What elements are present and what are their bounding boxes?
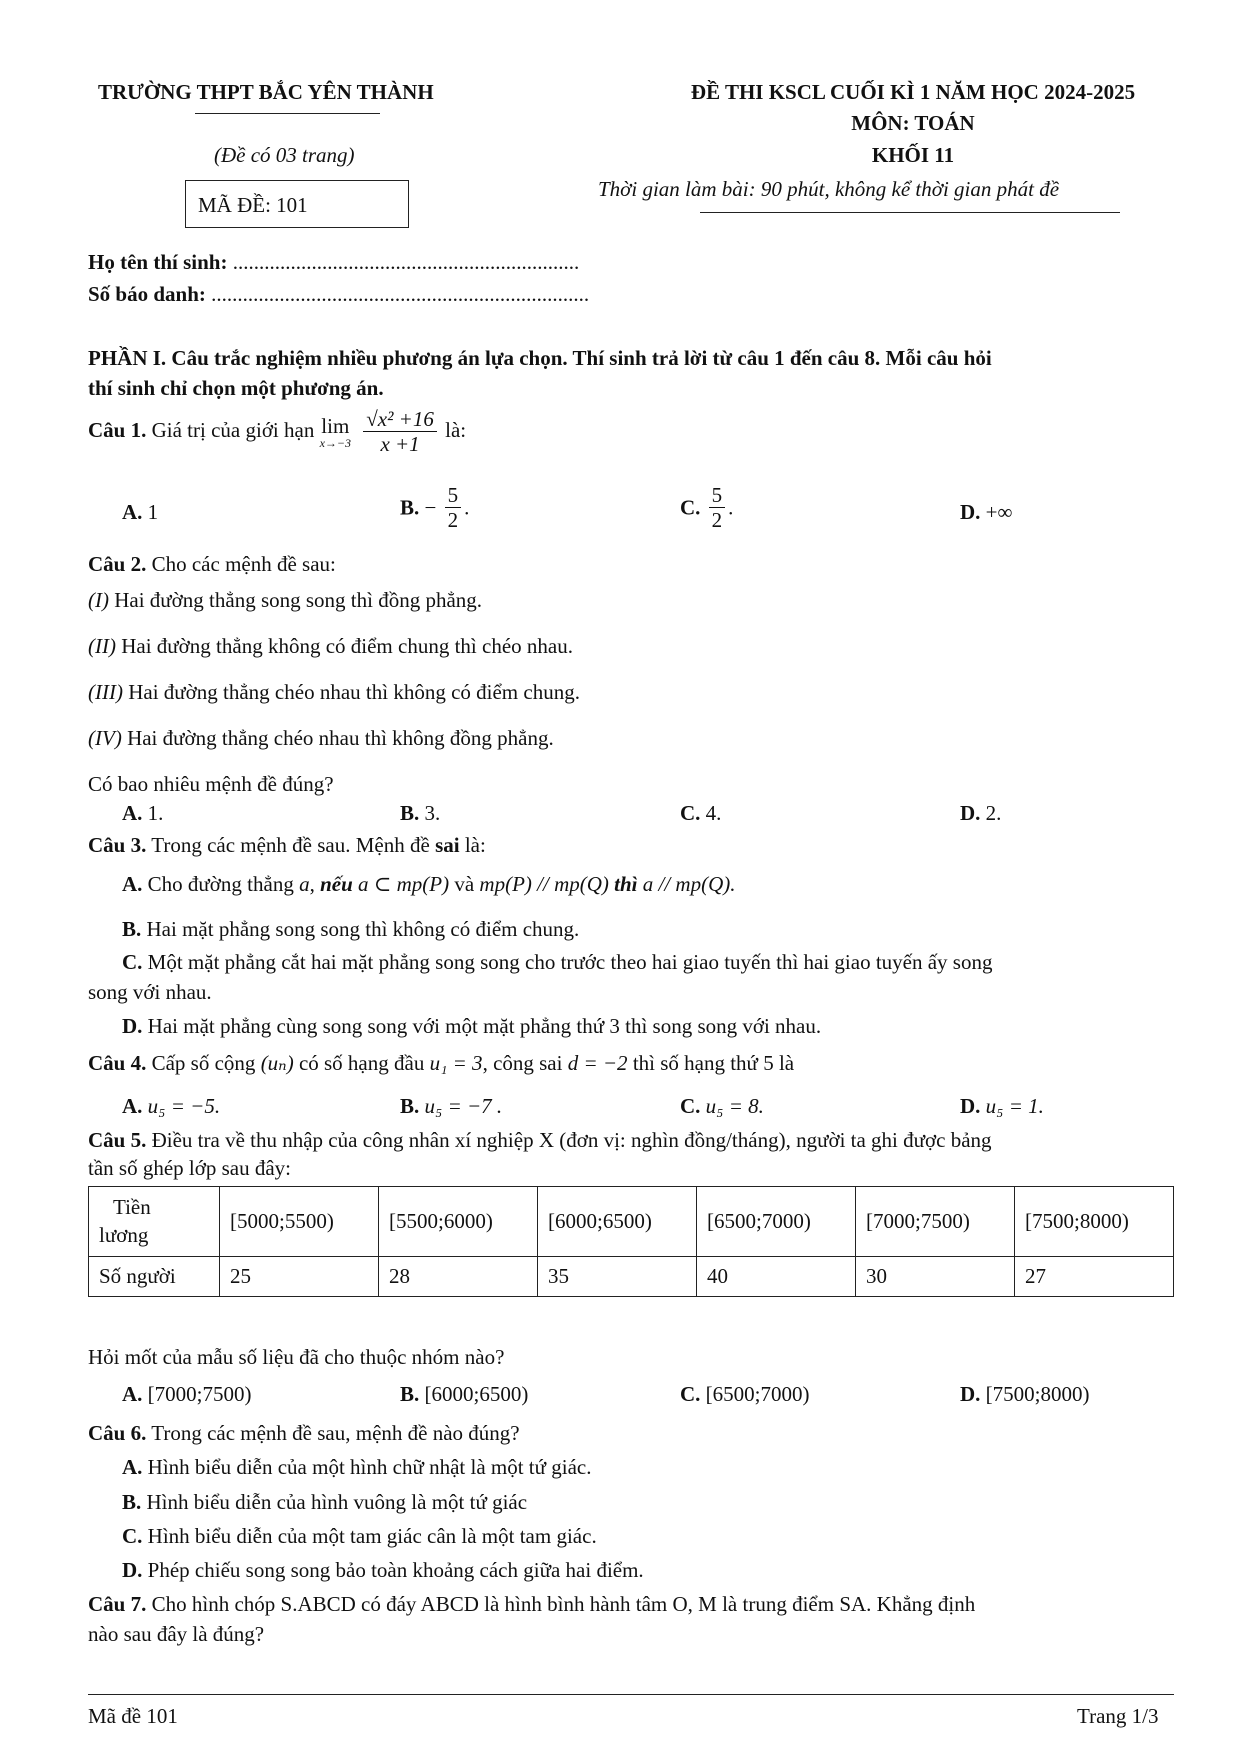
table-cell: [5500;6000) — [379, 1187, 538, 1257]
header-line: lương — [99, 1222, 149, 1247]
option-text: Hình biểu diễn của hình vuông là một tứ giác — [146, 1490, 528, 1514]
q1-stem — [88, 408, 466, 456]
table-cell: [6000;6500) — [538, 1187, 697, 1257]
q6-stem — [88, 1421, 520, 1446]
statement-text: Hai đường thẳng không có điểm chung thì chéo nhau. — [121, 634, 573, 658]
student-id-label: Số báo danh: — [88, 282, 206, 306]
q1-b-fraction — [445, 484, 462, 532]
q1-denominator: x +1 — [380, 432, 420, 457]
option-text: và — [454, 872, 475, 896]
q4-text: , công sai — [482, 1051, 563, 1075]
part1-title-line2: thí sinh chỉ chọn một phương án. — [88, 376, 384, 400]
option-letter: A. — [122, 1455, 143, 1479]
q3-option-a[interactable]: A. Cho đường thẳng a, nếu a ⊂ mp(P) và mp(P) // mp(Q) thì a // mp(Q). — [122, 872, 736, 896]
option-letter: C. — [680, 495, 701, 520]
math-var: a — [299, 872, 310, 896]
q6-option-a[interactable] — [122, 1455, 592, 1480]
option-text: Hai mặt phẳng song song thì không có điểm chung. — [146, 917, 580, 941]
option-letter: B. — [400, 1094, 420, 1118]
math-expr: u₁ = 3 — [429, 1051, 483, 1075]
option-text: 4. — [705, 801, 722, 825]
table-cell: 27 — [1015, 1257, 1174, 1297]
student-name-row — [88, 250, 579, 275]
q3-text: Trong các mệnh đề sau. Mệnh đề — [151, 833, 430, 857]
table-cell: 28 — [379, 1257, 538, 1297]
option-text: 3. — [424, 801, 441, 825]
frequency-table — [88, 1186, 1174, 1297]
q2-stem — [88, 552, 336, 577]
school-underline — [195, 113, 380, 114]
option-sign: − — [424, 495, 437, 520]
q5-text: Điều tra về thu nhập của công nhân xí nghiệp X (đơn vị: nghìn đồng/tháng), người ta ghi được bảng — [151, 1128, 992, 1152]
student-id-row — [88, 282, 589, 307]
q1-fraction — [363, 408, 437, 456]
option-letter: B. — [122, 1490, 142, 1514]
q1-lim-sub: x→−3 — [319, 435, 352, 450]
option-text: Một mặt phẳng cắt hai mặt phẳng song song cho trước theo hai giao tuyến thì hai giao tuyến ấy song — [147, 950, 993, 974]
statement-tag: (IV) — [88, 726, 122, 750]
time-note: Thời gian làm bài: 90 phút, không kể thời gian phát đề — [598, 177, 1060, 201]
option-letter: C. — [680, 801, 701, 825]
option-letter: A. — [122, 500, 143, 524]
option-letter: D. — [122, 1014, 143, 1038]
q3-option-b[interactable] — [122, 917, 579, 942]
student-id-dots: ........................................................................ — [211, 282, 590, 306]
time-underline — [700, 212, 1120, 213]
q4-option-b[interactable] — [400, 1094, 502, 1119]
footer-exam-code: Mã đề 101 — [88, 1704, 178, 1728]
subject: MÔN: TOÁN — [851, 111, 975, 135]
table-row-header — [89, 1187, 220, 1257]
q4-option-a[interactable] — [122, 1094, 220, 1119]
q6-label: Câu 6. — [88, 1421, 147, 1445]
q3-label: Câu 3. — [88, 833, 147, 857]
q3-option-d[interactable] — [122, 1014, 821, 1039]
option-letter: B. — [122, 917, 142, 941]
statement-tag: (I) — [88, 588, 109, 612]
q2-statement-1 — [88, 588, 482, 613]
q1-label: Câu 1. — [88, 417, 147, 442]
q1-text: Giá trị của giới hạn — [151, 417, 315, 442]
frac-num: 5 — [445, 484, 462, 508]
q2-ask: Có bao nhiêu mệnh đề đúng? — [88, 772, 334, 796]
table-row — [89, 1257, 1174, 1297]
option-text: Cho đường thẳng — [147, 872, 294, 896]
q4-text: Cấp số cộng — [151, 1051, 256, 1075]
q5-stem-line1 — [88, 1128, 992, 1153]
table-cell: [7500;8000) — [1015, 1187, 1174, 1257]
q1-numerator: √x² +16 — [363, 408, 437, 432]
option-letter: B. — [400, 801, 420, 825]
option-text: 1. — [147, 801, 164, 825]
option-letter: A. — [122, 801, 143, 825]
option-letter: D. — [960, 1094, 981, 1118]
option-text: +∞ — [985, 500, 1013, 524]
exam-title: ĐỀ THI KSCL CUỐI KÌ 1 NĂM HỌC 2024-2025 — [690, 80, 1136, 104]
q2-statement-2 — [88, 634, 573, 659]
option-letter: A. — [122, 872, 143, 896]
option-text: [7000;7500) — [147, 1382, 252, 1406]
option-letter: D. — [122, 1558, 143, 1582]
q5-option-b[interactable] — [400, 1382, 528, 1407]
option-text: Hình biểu diễn của một tam giác cân là một tam giác. — [147, 1524, 597, 1548]
q4-option-d[interactable] — [960, 1094, 1044, 1119]
option-letter: D. — [960, 500, 981, 524]
q5-option-c[interactable] — [680, 1382, 810, 1407]
school-name: TRƯỜNG THPT BẮC YÊN THÀNH — [98, 80, 434, 104]
footer-page-number: Trang 1/3 — [1077, 1704, 1159, 1728]
q7-stem-line2: nào sau đây là đúng? — [88, 1622, 265, 1646]
option-keyword: nếu — [320, 872, 353, 896]
q3-option-c[interactable] — [122, 950, 992, 975]
option-letter: C. — [680, 1094, 701, 1118]
q1-option-d[interactable] — [960, 500, 1013, 525]
statement-text: Hai đường thẳng song song thì đồng phẳng. — [114, 588, 483, 612]
math-expr: d = −2 — [567, 1051, 628, 1075]
option-letter: C. — [680, 1382, 701, 1406]
student-name-label: Họ tên thí sinh: — [88, 250, 228, 274]
option-letter: A. — [122, 1382, 143, 1406]
q2-label: Câu 2. — [88, 552, 147, 576]
q2-statement-4 — [88, 726, 554, 751]
table-cell: [7000;7500) — [856, 1187, 1015, 1257]
option-letter: C. — [122, 950, 143, 974]
q4-label: Câu 4. — [88, 1051, 147, 1075]
table-row-header: Số người — [89, 1257, 220, 1297]
q2-text: Cho các mệnh đề sau: — [151, 552, 336, 576]
option-letter: B. — [400, 1382, 420, 1406]
part1-title-line1: PHẦN I. Câu trắc nghiệm nhiều phương án lựa chọn. Thí sinh trả lời từ câu 1 đến câu 8. Mỗi câu hỏi — [88, 346, 992, 370]
q3-text-end: là: — [464, 833, 486, 857]
q4-text: có số hạng đầu — [298, 1051, 425, 1075]
table-cell: 30 — [856, 1257, 1015, 1297]
statement-tag: (III) — [88, 680, 123, 704]
q2-option-d[interactable] — [960, 801, 1001, 826]
q4-option-c[interactable] — [680, 1094, 764, 1119]
q1-tail: là: — [445, 417, 467, 442]
q2-statement-3 — [88, 680, 580, 705]
math-expr: mp(P) // mp(Q) — [479, 872, 609, 896]
q4-stem — [88, 1051, 794, 1076]
exam-code-label: MÃ ĐỀ: 101 — [198, 193, 308, 217]
option-text: u₅ = −5. — [147, 1094, 221, 1118]
table-cell: 25 — [220, 1257, 379, 1297]
student-name-dots: .................................................................. — [232, 250, 580, 274]
option-text: [7500;8000) — [985, 1382, 1090, 1406]
math-expr: a ⊂ mp(P) — [358, 872, 450, 896]
q2-option-a[interactable] — [122, 801, 163, 826]
header-line: Tiền — [113, 1195, 151, 1220]
frac-num: 5 — [709, 484, 726, 508]
math-expr: a // mp(Q). — [642, 872, 736, 896]
q1-limit — [319, 413, 352, 450]
table-row — [89, 1187, 1174, 1257]
table-cell: [6500;7000) — [697, 1187, 856, 1257]
q3-stem — [88, 833, 486, 858]
frac-den: 2 — [711, 508, 723, 533]
statement-text: Hai đường thẳng chéo nhau thì không có điểm chung. — [128, 680, 580, 704]
q3-emphasis: sai — [435, 833, 460, 857]
q7-stem-line1 — [88, 1592, 975, 1617]
q6-text: Trong các mệnh đề sau, mệnh đề nào đúng? — [151, 1421, 520, 1445]
q2-option-c[interactable] — [680, 801, 721, 826]
q4-text: thì số hạng thứ 5 là — [632, 1051, 795, 1075]
q1-option-c[interactable]: C. $\frac{5}{2}$ . — [680, 483, 734, 533]
grade: KHỐI 11 — [871, 143, 955, 167]
option-text: [6500;7000) — [705, 1382, 810, 1406]
q5-option-d[interactable] — [960, 1382, 1090, 1407]
frac-den: 2 — [447, 508, 459, 533]
q6-option-b[interactable] — [122, 1490, 527, 1515]
option-letter: D. — [960, 1382, 981, 1406]
footer-rule — [88, 1694, 1174, 1695]
statement-text: Hai đường thẳng chéo nhau thì không đồng phẳng. — [127, 726, 554, 750]
statement-tag: (II) — [88, 634, 116, 658]
option-text: 1 — [147, 500, 159, 524]
q5-option-a[interactable] — [122, 1382, 252, 1407]
q7-label: Câu 7. — [88, 1592, 147, 1616]
option-text: Hai mặt phẳng cùng song song với một mặt phẳng thứ 3 thì song song với nhau. — [147, 1014, 822, 1038]
pages-note: (Đề có 03 trang) — [214, 143, 355, 167]
q5-label: Câu 5. — [88, 1128, 147, 1152]
option-text: u₅ = −7 . — [424, 1094, 503, 1118]
table-cell: 40 — [697, 1257, 856, 1297]
option-text: 2. — [985, 801, 1002, 825]
option-text: [6000;6500) — [424, 1382, 529, 1406]
table-cell: [5000;5500) — [220, 1187, 379, 1257]
option-letter: D. — [960, 801, 981, 825]
math-expr: (uₙ) — [260, 1051, 294, 1075]
q7-text: Cho hình chóp S.ABCD có đáy ABCD là hình bình hành tâm O, M là trung điểm SA. Khẳng định — [151, 1592, 976, 1616]
option-letter: C. — [122, 1524, 143, 1548]
option-text: u₅ = 1. — [985, 1094, 1044, 1118]
q6-option-c[interactable] — [122, 1524, 597, 1549]
option-text: Phép chiếu song song bảo toàn khoảng cách giữa hai điểm. — [147, 1558, 644, 1582]
option-text: u₅ = 8. — [705, 1094, 764, 1118]
q6-option-d[interactable] — [122, 1558, 644, 1583]
option-keyword: thì — [614, 872, 638, 896]
option-letter: B. — [400, 495, 420, 520]
q1-option-a[interactable] — [122, 500, 158, 525]
q5-stem-line2: tần số ghép lớp sau đây: — [88, 1156, 291, 1180]
q1-option-b[interactable]: B. − $\frac{5}{2}$ . — [400, 483, 470, 533]
option-letter: A. — [122, 1094, 143, 1118]
q1-lim-word: lim — [321, 413, 350, 438]
table-cell: 35 — [538, 1257, 697, 1297]
q5-ask: Hỏi mốt của mẫu số liệu đã cho thuộc nhóm nào? — [88, 1345, 505, 1369]
q2-option-b[interactable] — [400, 801, 440, 826]
q3-option-c-cont: song với nhau. — [88, 980, 212, 1004]
q1-c-fraction — [709, 484, 726, 532]
option-text: Hình biểu diễn của một hình chữ nhật là một tứ giác. — [147, 1455, 592, 1479]
